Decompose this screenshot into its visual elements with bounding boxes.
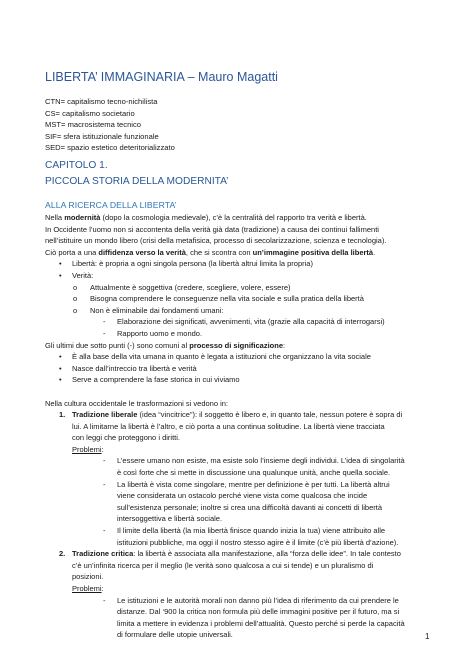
dash-bullet-icon: - (103, 328, 106, 338)
list-item-continuation: viene considerata un ostacolo perché viene vista come qualcosa che incide (117, 491, 368, 501)
list-item-text: Elaborazione dei significati, avvenimenti, vita (grazie alla capacità di interrogarsi) (117, 317, 385, 327)
list-item-continuation: di formulare delle utopie universali. (117, 630, 233, 640)
list-item-continuation: istituzioni pubbliche, ma oggi il nostro stesso agire è il limite (c’è più libertà d’azione). (117, 537, 399, 547)
text-run: Ciò porta a una (45, 247, 99, 257)
paragraph-line: posizioni. (72, 572, 104, 582)
dash-bullet-icon: - (103, 456, 106, 466)
bullet-dot-icon: • (59, 352, 62, 362)
text-run: Gli ultimi due sotto punti (-) sono comuni al (45, 340, 190, 350)
underlined-text: Problemi (72, 584, 102, 593)
text-run: : (283, 340, 286, 350)
text-run: Nella (45, 213, 65, 222)
text-run: : (101, 584, 104, 593)
document-title: LIBERTA’ IMMAGINARIA – Mauro Magatti (45, 70, 278, 84)
list-item-text: Le istituzioni e le autorità morali non danno più l’idea di riferimento da cui prendere le (117, 595, 399, 605)
list-item-text: Libertà: è propria a ogni singola persona (la libertà altrui limita la propria) (72, 259, 313, 269)
abbreviation-item: MST= macrosistema tecnico (45, 120, 142, 130)
list-item-text: È alla base della vita umana in quanto è legata a istituzioni che organizzano la vita sociale (72, 352, 371, 362)
abbreviation-item: SIF= sfera istituzionale funzionale (45, 131, 159, 141)
list-item (45, 479, 435, 491)
page-number: 1 (425, 632, 430, 641)
list-item (45, 351, 435, 363)
bold-text: diffidenza verso la verità (98, 247, 186, 257)
list-item (45, 363, 435, 375)
list-item (45, 525, 435, 537)
blank-line (45, 386, 435, 398)
paragraph-line (45, 340, 435, 352)
abbreviation-item: SED= spazio estetico deteritorializzato (45, 143, 175, 153)
list-item (45, 455, 435, 467)
bullet-circle-icon: o (73, 305, 78, 315)
paragraph-line (45, 247, 435, 259)
dash-bullet-icon: - (103, 317, 106, 327)
abbreviation-list (45, 96, 175, 154)
list-item (45, 282, 435, 294)
item-number: 1. (59, 410, 66, 420)
list-item (45, 305, 435, 317)
list-item (45, 328, 435, 340)
list-item (45, 258, 435, 270)
underlined-text: Problemi (72, 444, 102, 454)
numbered-item (45, 409, 435, 421)
document-body (45, 212, 435, 641)
bold-text: Tradizione liberale (72, 410, 138, 420)
list-item-text: Non è eliminabile dai fondamenti umani: (90, 305, 224, 315)
paragraph-line: c’è un’infinita ricerca per il meglio (le verità sono qualcosa a cui si tende) e un pluralismo di (72, 560, 374, 570)
list-item (45, 595, 435, 607)
bold-text: Tradizione critica (72, 549, 134, 559)
bullet-circle-icon: o (73, 282, 78, 292)
bold-text: processo di significazione (189, 340, 284, 350)
list-item-text: Verità: (72, 270, 94, 280)
chapter-number: CAPITOLO 1. (45, 160, 108, 171)
bold-text: modernità (64, 213, 101, 222)
text-run: (idea “vincitrice”): il soggetto è libero e, in quanto tale, nessun potere è sopra di (137, 410, 403, 420)
bullet-circle-icon: o (73, 294, 78, 304)
bullet-dot-icon: • (59, 375, 62, 385)
list-item-text: L’essere umano non esiste, ma esiste solo l’insieme degli individui. L’idea di singolarità (117, 456, 405, 466)
dash-bullet-icon: - (103, 526, 106, 536)
bold-text: un’immagine positiva della libertà (252, 247, 374, 257)
list-item-text: La libertà è vista come singolare, mentre per definizione è per tutti. La libertà altrui (117, 479, 390, 489)
problems-label (45, 583, 435, 595)
list-item-continuation: limita a mettere in evidenza i problemi dell’attualità. Questo perché si perde la capacità (117, 618, 405, 628)
text-run: : (101, 444, 104, 454)
bullet-dot-icon: • (59, 363, 62, 373)
paragraph-line: In Occidente l’uomo non si accontenta della verità già data (tradizione) a causa dei continui fallimenti (45, 224, 379, 234)
section-title: ALLA RICERCA DELLA LIBERTA’ (45, 200, 177, 210)
paragraph-line: nell’istituire un mondo libero (crisi della metafisica, processo di secolarizzazione, scienza e tecnologia). (45, 236, 387, 246)
list-item-continuation: è così forte che si mette in discussione una qualunque unità, anche quella sociale. (117, 468, 391, 478)
paragraph-line: Nella cultura occidentale le trasformazioni si vedono in: (45, 398, 229, 408)
text-run: , che si scontra con (185, 247, 253, 257)
text-run: : la libertà è associata alla manifestazione, alla “forza delle idee”. In tale contesto (133, 549, 401, 559)
paragraph-line (45, 212, 435, 224)
dash-bullet-icon: - (103, 595, 106, 605)
item-number: 2. (59, 549, 66, 559)
numbered-item (45, 548, 435, 560)
list-item (45, 270, 435, 282)
abbreviation-item: CS= capitalismo societario (45, 108, 135, 118)
paragraph-line: con leggi che proteggono i diritti. (72, 433, 180, 443)
bullet-dot-icon: • (59, 270, 62, 280)
paragraph-line: lui. A limitarne la libertà è l’altro, e ciò porta a una continua solitudine. La libertà viene tracciata (72, 421, 385, 431)
text-run: . (373, 247, 376, 257)
list-item (45, 374, 435, 386)
bullet-dot-icon: • (59, 259, 62, 269)
problems-label (45, 444, 435, 456)
text-run: (dopo la cosmologia medievale), c’è la centralità del rapporto tra verità e libertà. (100, 213, 367, 222)
list-item-continuation: distanze. Dal ‘900 la critica non formula più delle immagini positive per il futuro, ma si (117, 607, 400, 617)
abbreviation-item: CTN= capitalismo tecno-nichilista (45, 97, 158, 106)
list-item-text: Bisogna comprendere le conseguenze nella vita sociale e sulla pratica della libertà (90, 294, 364, 304)
chapter-title: PICCOLA STORIA DELLA MODERNITA’ (45, 176, 229, 187)
list-item-text: Attualmente è soggettiva (credere, scegliere, volere, essere) (90, 282, 291, 292)
list-item-text: Rapporto uomo e mondo. (117, 328, 203, 338)
list-item-text: Il limite della libertà (la mia libertà finisce quando inizia la tua) viene attribuito alle (117, 526, 386, 536)
list-item (45, 293, 435, 305)
list-item-continuation: intersoggettiva e libertà sociale. (117, 514, 223, 524)
list-item (45, 316, 435, 328)
list-item-text: Nasce dall’intreccio tra libertà e verità (72, 363, 197, 373)
list-item-text: Serve a comprendere la fase storica in cui viviamo (72, 375, 240, 385)
list-item-continuation: sull’esistenza personale; inoltre si crea una difficoltà davanti ai concetti di libertà (117, 502, 383, 512)
dash-bullet-icon: - (103, 479, 106, 489)
